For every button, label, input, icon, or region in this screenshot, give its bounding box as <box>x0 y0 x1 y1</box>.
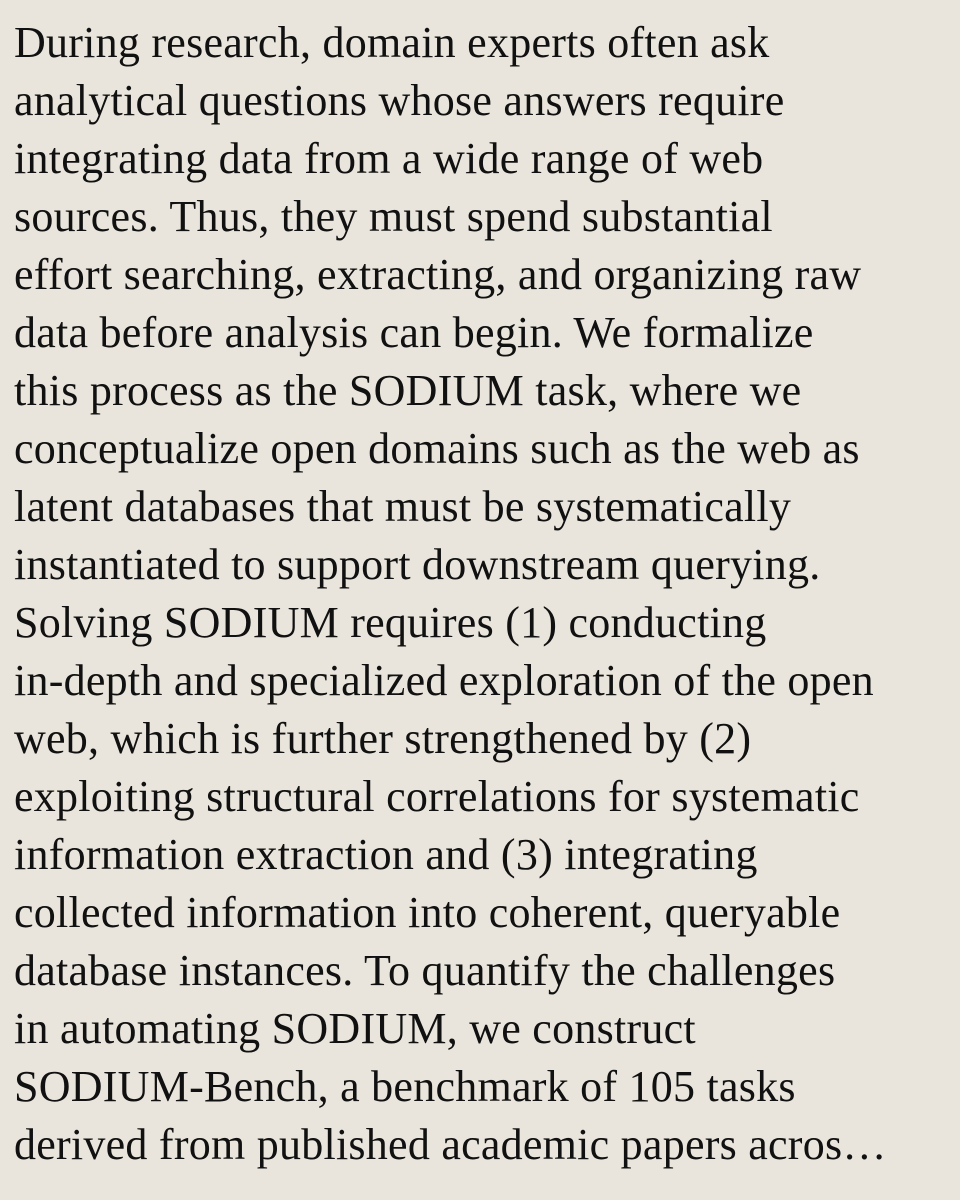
text-line-16: collected information into coherent, queryable <box>14 888 841 937</box>
text-line-18: in automating SODIUM, we construct <box>14 1004 696 1053</box>
text-line-6: data before analysis can begin. We formalize <box>14 308 814 357</box>
text-line-8: conceptualize open domains such as the web as <box>14 424 860 473</box>
text-line-15: information extraction and (3) integrating <box>14 830 758 879</box>
text-line-11: Solving SODIUM requires (1) conducting <box>14 598 767 647</box>
text-line-1: During research, domain experts often ask <box>14 18 770 67</box>
text-line-3: integrating data from a wide range of web <box>14 134 764 183</box>
text-line-7: this process as the SODIUM task, where we <box>14 366 802 415</box>
text-line-9: latent databases that must be systematically <box>14 482 792 531</box>
text-line-17: database instances. To quantify the challenges <box>14 946 836 995</box>
text-line-20: derived from published academic papers acros… <box>14 1120 887 1169</box>
text-line-19: SODIUM-Bench, a benchmark of 105 tasks <box>14 1062 796 1111</box>
text-line-4: sources. Thus, they must spend substantial <box>14 192 773 241</box>
text-line-12: in-depth and specialized exploration of the open <box>14 656 874 705</box>
text-line-14: exploiting structural correlations for systematic <box>14 772 860 821</box>
text-line-10: instantiated to support downstream querying. <box>14 540 821 589</box>
text-line-5: effort searching, extracting, and organizing raw <box>14 250 862 299</box>
text-line-2: analytical questions whose answers require <box>14 76 785 125</box>
text-line-13: web, which is further strengthened by (2) <box>14 714 752 763</box>
